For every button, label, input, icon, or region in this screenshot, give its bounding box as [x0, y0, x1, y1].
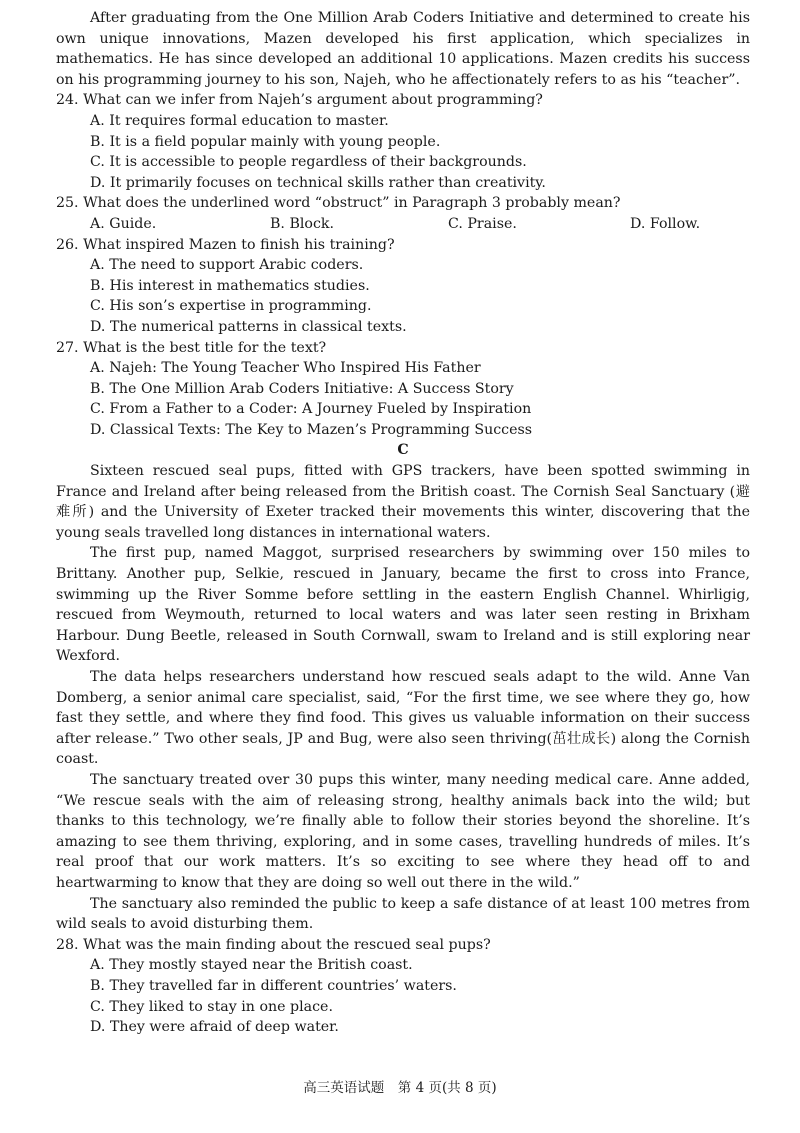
option-a: A. It requires formal education to master.	[90, 112, 389, 129]
question-24	[56, 90, 750, 193]
option-c: C. They liked to stay in one place.	[90, 998, 333, 1015]
option-c: C. From a Father to a Coder: A Journey Fueled by Inspiration	[90, 401, 532, 418]
page-footer: 高三英语试题 第 4 页(共 8 页)	[303, 1080, 497, 1096]
option-a: A. Guide.	[90, 215, 157, 232]
question-stem: 27. What is the best title for the text?	[56, 339, 327, 356]
paragraph: The first pup, named Maggot, surprised researchers by swimming over 150 miles to Brittany. Another pup, Selkie, rescued in January, became the first to cross into France, swimming up the River Somme before settling in the eastern English Channel. Whirligig, rescued from Weymouth, returned to local waters and was later seen resting in Brixham Harbour. Dung Beetle, released in South Cornwall, swam to Ireland and is still exploring near Wexford.	[56, 545, 750, 665]
option-d: D. It primarily focuses on technical skills rather than creativity.	[90, 174, 546, 191]
option-a: A. They mostly stayed near the British coast.	[90, 957, 413, 974]
option-b: B. It is a field popular mainly with young people.	[90, 133, 441, 150]
question-25	[56, 193, 750, 234]
paragraph: The data helps researchers understand how rescued seals adapt to the wild. Anne Van Domberg, a senior animal care specialist, said, “For the first time, we see where they go, how fast they settle, and where they find food. This gives us valuable information on their success after release.” Two other seals, JP and Bug, were also seen thriving(茁壮成长) along the Cornish coast.	[56, 669, 750, 768]
option-d: D. They were afraid of deep water.	[90, 1019, 339, 1036]
passage-b-tail	[56, 8, 750, 1038]
question-26	[56, 235, 750, 338]
question-28	[56, 935, 750, 1038]
question-stem: 26. What inspired Mazen to finish his training?	[56, 236, 395, 253]
option-c: C. It is accessible to people regardless of their backgrounds.	[90, 154, 527, 171]
paragraph: The sanctuary also reminded the public to keep a safe distance of at least 100 metres from wild seals to avoid disturbing them.	[56, 895, 750, 933]
paragraph: The sanctuary treated over 30 pups this winter, many needing medical care. Anne added, “We rescue seals with the aim of releasing strong, healthy animals back into the wild; but thanks to this technology, we’re finally able to follow their stories beyond the shoreline. It’s amazing to see them thriving, exploring, and in some cases, travelling hundreds of miles. It’s real proof that our work matters. It’s so exciting to see where they head off to and heartwarming to know that they are doing so well out there in the wild.”	[56, 771, 750, 891]
section-c-heading: C	[397, 442, 409, 459]
option-b: B. His interest in mathematics studies.	[90, 277, 370, 294]
option-d: D. Follow.	[630, 215, 701, 232]
options-row	[90, 214, 750, 235]
question-27	[56, 338, 750, 441]
option-b: B. The One Million Arab Coders Initiative: A Success Story	[90, 380, 514, 397]
question-stem: 24. What can we infer from Najeh’s argument about programming?	[56, 92, 543, 109]
option-b: B. Block.	[270, 215, 335, 232]
paragraph: Sixteen rescued seal pups, fitted with GPS trackers, have been spotted swimming in France and Ireland after being released from the British coast. The Cornish Seal Sanctuary (避难所) and the University of Exeter tracked their movements this winter, discovering that the young seals travelled long distances in international waters.	[56, 463, 750, 541]
paragraph: After graduating from the One Million Arab Coders Initiative and determined to create his own unique innovations, Mazen developed his first application, which specializes in mathematics. He has since developed an additional 10 applications. Mazen credits his success on his programming journey to his son, Najeh, who he affectionately refers to as his “teacher”.	[56, 10, 750, 88]
question-stem: 28. What was the main finding about the rescued seal pups?	[56, 936, 491, 953]
option-a: A. The need to support Arabic coders.	[90, 257, 364, 274]
question-stem: 25. What does the underlined word “obstruct” in Paragraph 3 probably mean?	[56, 195, 621, 212]
option-c: C. Praise.	[448, 215, 517, 232]
passage-c	[56, 461, 750, 935]
option-d: D. Classical Texts: The Key to Mazen’s Programming Success	[90, 421, 533, 438]
option-d: D. The numerical patterns in classical texts.	[90, 318, 407, 335]
option-c: C. His son’s expertise in programming.	[90, 298, 372, 315]
option-b: B. They travelled far in different countries’ waters.	[90, 977, 457, 994]
option-a: A. Najeh: The Young Teacher Who Inspired His Father	[90, 360, 481, 377]
